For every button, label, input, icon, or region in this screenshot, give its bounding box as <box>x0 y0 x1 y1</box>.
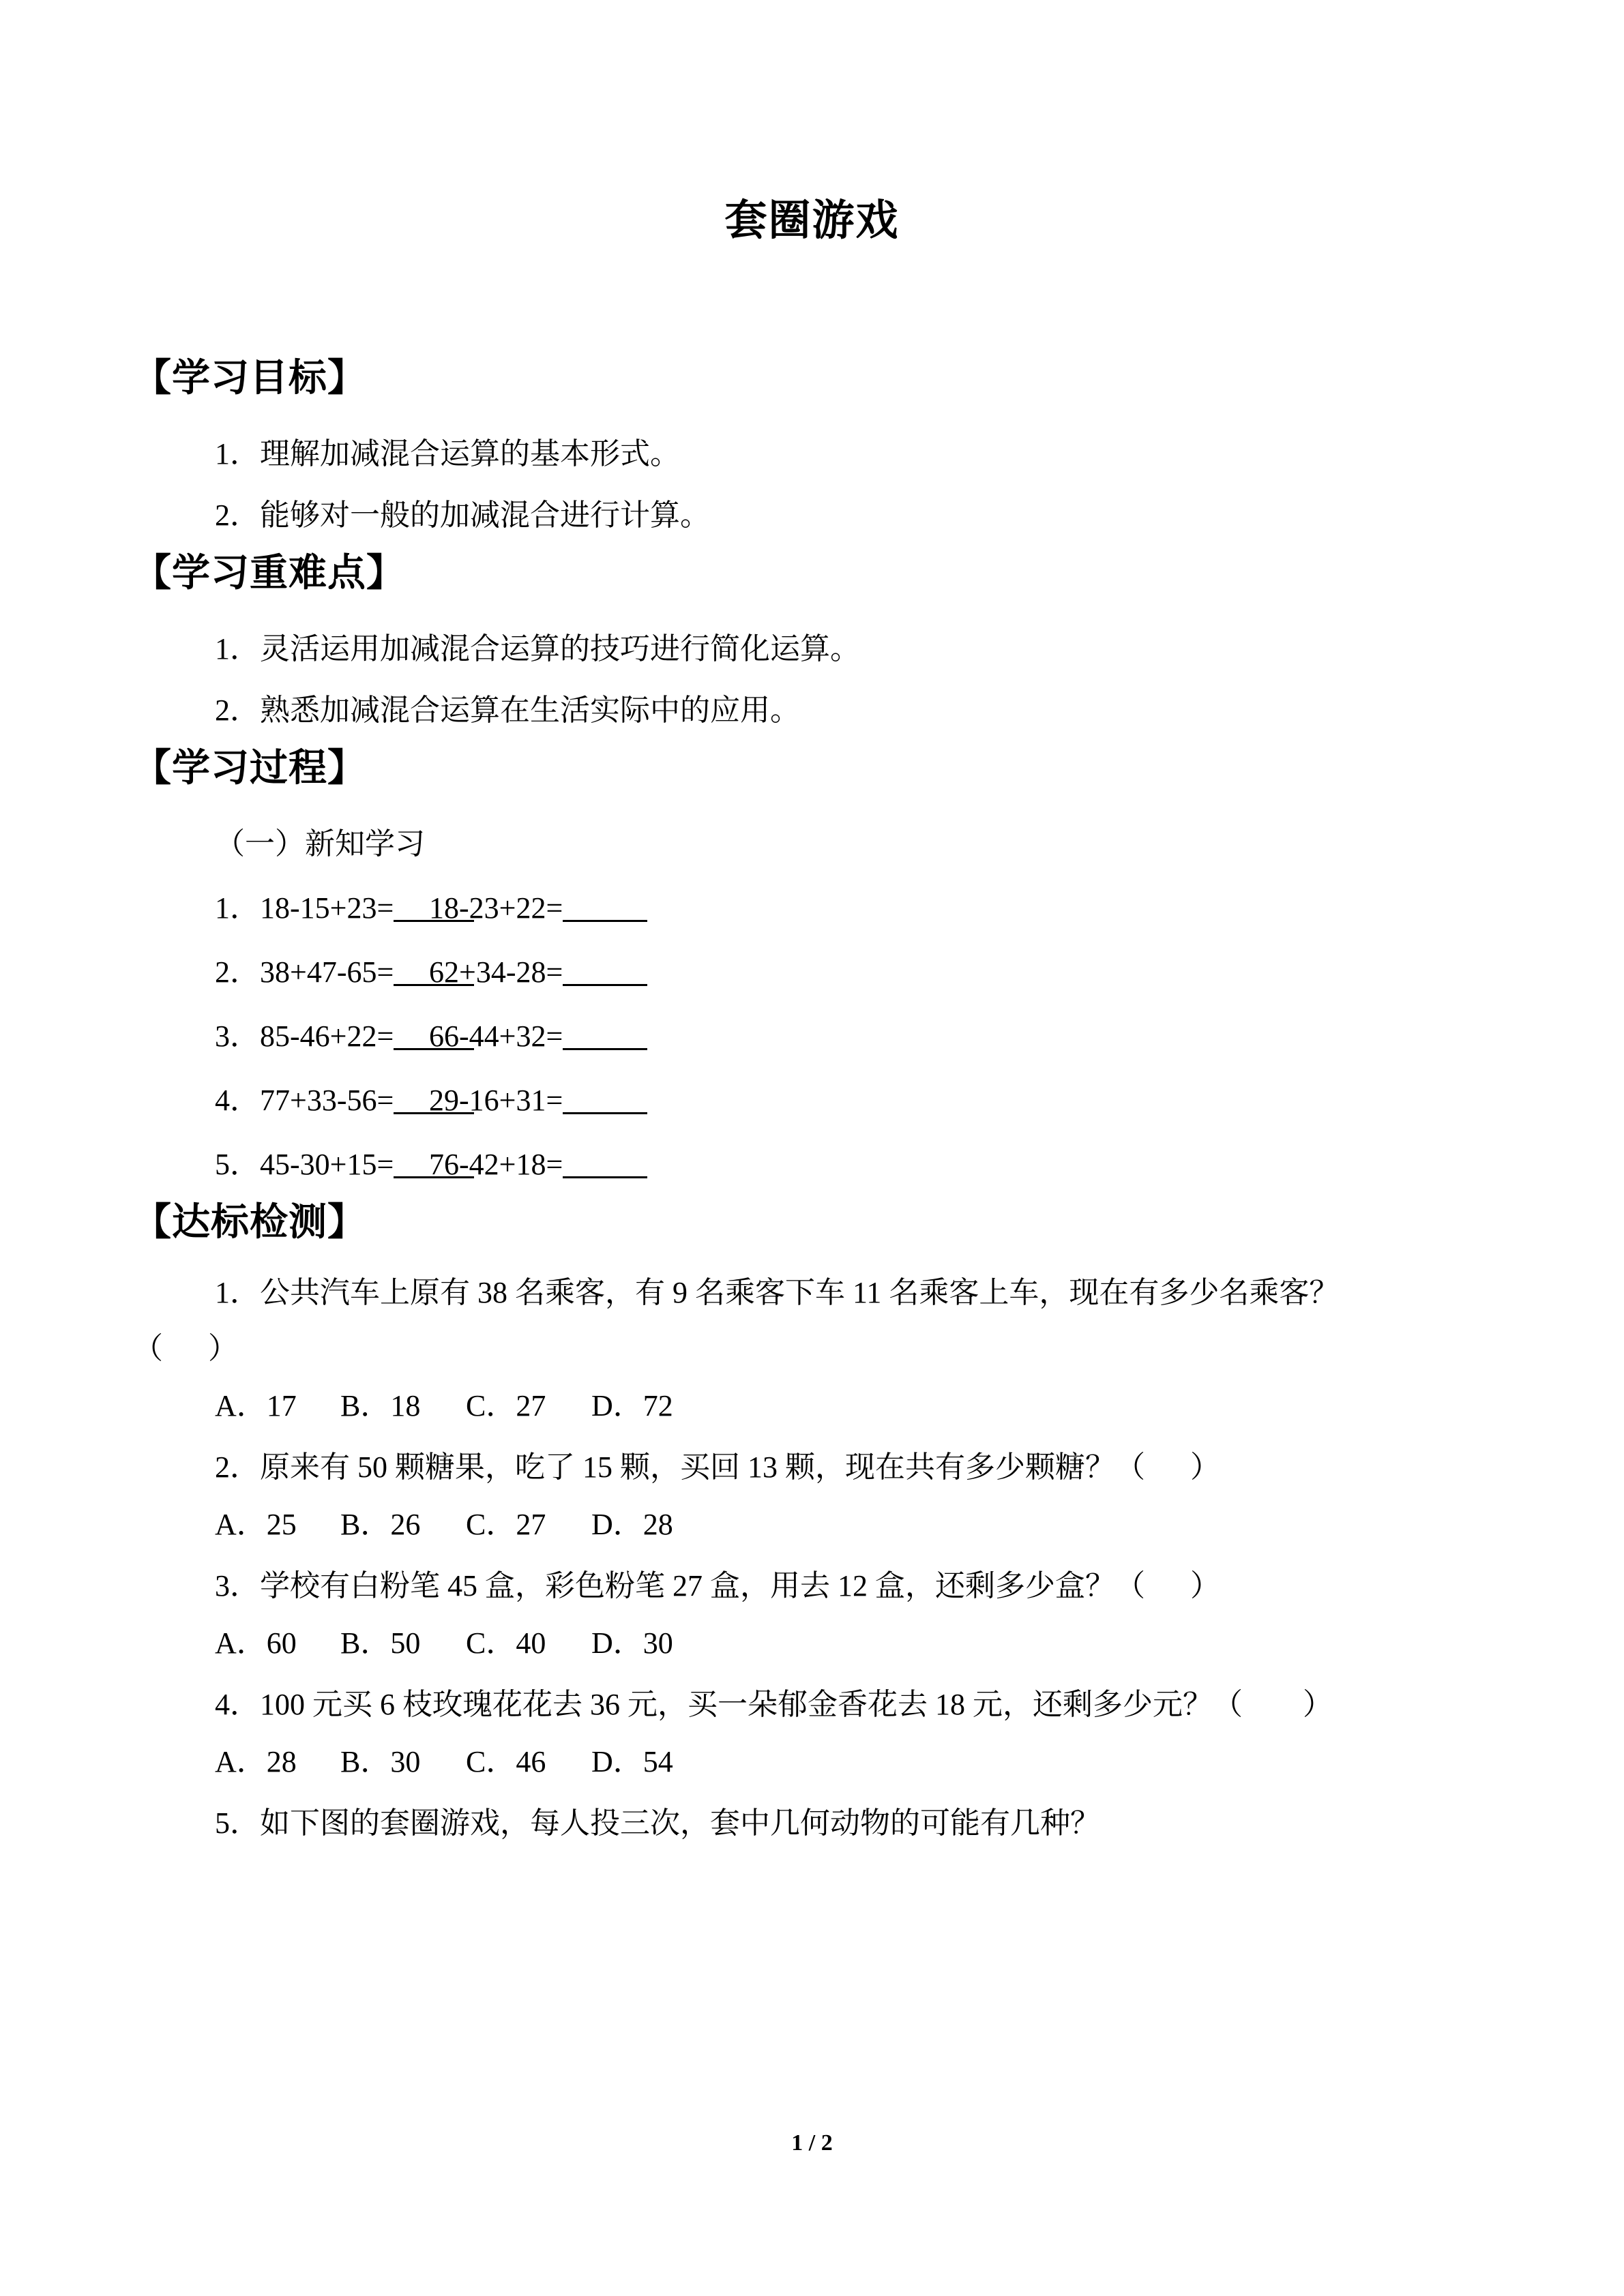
exercise-expression-right-5: 76-42+18= <box>429 1148 563 1182</box>
question-options-2 <box>133 1510 1491 1540</box>
exercise-expression-right-4: 29-16+31= <box>429 1084 563 1118</box>
key-point-item-2: 2．熟悉加减混合运算在生活实际中的应用。 <box>215 694 800 728</box>
exercise-left-5 <box>215 1150 429 1180</box>
option-3-a[interactable]: A．60 <box>215 1626 297 1660</box>
exercise-expression-right-3: 66-44+32= <box>429 1019 563 1054</box>
exercise-number-5: 5． <box>215 1148 260 1182</box>
objective-item-1: 1．理解加减混合运算的基本形式。 <box>215 437 680 471</box>
option-4-b[interactable]: B．30 <box>340 1745 421 1779</box>
question-text-1: 1．公共汽车上原有 38 名乘客，有 9 名乘客下车 11 名乘客上车，现在有多少名乘客？ <box>215 1276 1340 1310</box>
option-4-a[interactable]: A．28 <box>215 1745 297 1779</box>
question-options-3 <box>133 1628 1491 1658</box>
option-3-b[interactable]: B．50 <box>340 1626 421 1660</box>
section-heading-objectives: 【学习目标】 <box>133 357 366 400</box>
question-text-5: 5．如下图的套圈游戏，每人投三次，套中几何动物的可能有几种？ <box>215 1806 1100 1840</box>
question-options-4 <box>133 1747 1491 1777</box>
option-2-d[interactable]: D．28 <box>591 1508 673 1542</box>
exercise-answer-blank-right-2[interactable] <box>563 959 647 986</box>
option-3-c[interactable]: C．40 <box>466 1626 546 1660</box>
key-point-item-1: 1．灵活运用加减混合运算的技巧进行简化运算。 <box>215 632 860 666</box>
page-footer: 1 / 2 <box>791 2130 833 2156</box>
process-subheading: （一）新知学习 <box>215 827 425 861</box>
option-2-a[interactable]: A．25 <box>215 1508 297 1542</box>
exercise-row-5 <box>133 1150 1491 1180</box>
question-text-2: 2．原来有 50 颗糖果，吃了 15 颗，买回 13 颗，现在共有多少颗糖？（ ） <box>215 1450 1220 1485</box>
question-answer-parens-1[interactable]: （ ） <box>133 1332 238 1366</box>
exercise-number-3: 3． <box>215 1019 260 1054</box>
option-1-a[interactable]: A．17 <box>215 1389 297 1423</box>
exercise-left-2 <box>215 957 429 987</box>
option-2-b[interactable]: B．26 <box>340 1508 421 1542</box>
question-text-3: 3．学校有白粉笔 45 盒，彩色粉笔 27 盒，用去 12 盒，还剩多少盒？（ ） <box>215 1569 1220 1603</box>
option-4-d[interactable]: D．54 <box>591 1745 673 1779</box>
exercise-row-2 <box>133 957 1491 987</box>
exercise-number-4: 4． <box>215 1084 260 1118</box>
exercise-expression-left-3: 85-46+22= <box>260 1019 394 1054</box>
objective-item-2: 2．能够对一般的加减混合进行计算。 <box>215 498 710 533</box>
exercise-left-1 <box>215 893 429 923</box>
exercise-answer-blank-right-1[interactable] <box>563 895 647 922</box>
question-options-1 <box>133 1391 1491 1421</box>
option-4-c[interactable]: C．46 <box>466 1745 546 1779</box>
option-1-d[interactable]: D．72 <box>591 1389 673 1423</box>
exercise-expression-left-1: 18-15+23= <box>260 891 394 925</box>
section-heading-assessment: 【达标检测】 <box>133 1202 366 1244</box>
exercise-left-3 <box>215 1019 429 1054</box>
option-1-b[interactable]: B．18 <box>340 1389 421 1423</box>
exercise-expression-right-2: 62+34-28= <box>429 955 563 989</box>
option-1-c[interactable]: C．27 <box>466 1389 546 1423</box>
exercise-row-3 <box>133 1019 1491 1054</box>
section-heading-process: 【学习过程】 <box>133 747 366 790</box>
section-heading-key-points: 【学习重难点】 <box>133 552 405 595</box>
option-2-c[interactable]: C．27 <box>466 1508 546 1542</box>
exercise-number-1: 1． <box>215 891 260 925</box>
exercise-row-4 <box>133 1086 1491 1116</box>
exercise-expression-left-2: 38+47-65= <box>260 955 394 989</box>
exercise-expression-left-5: 45-30+15= <box>260 1148 394 1182</box>
exercise-number-2: 2． <box>215 955 260 989</box>
exercise-answer-blank-right-4[interactable] <box>563 1088 647 1114</box>
exercise-expression-right-1: 18-23+22= <box>429 891 563 925</box>
exercise-answer-blank-right-3[interactable] <box>563 1024 647 1050</box>
exercise-row-1 <box>133 893 1491 923</box>
exercise-left-4 <box>215 1086 429 1116</box>
page-title: 套圈游戏 <box>724 198 900 244</box>
option-3-d[interactable]: D．30 <box>591 1626 673 1660</box>
question-text-4: 4．100 元买 6 枝玫瑰花花去 36 元，买一朵郁金香花去 18 元，还剩多少元？（ ） <box>215 1688 1333 1722</box>
exercise-expression-left-4: 77+33-56= <box>260 1084 394 1118</box>
exercise-answer-blank-right-5[interactable] <box>563 1152 647 1178</box>
